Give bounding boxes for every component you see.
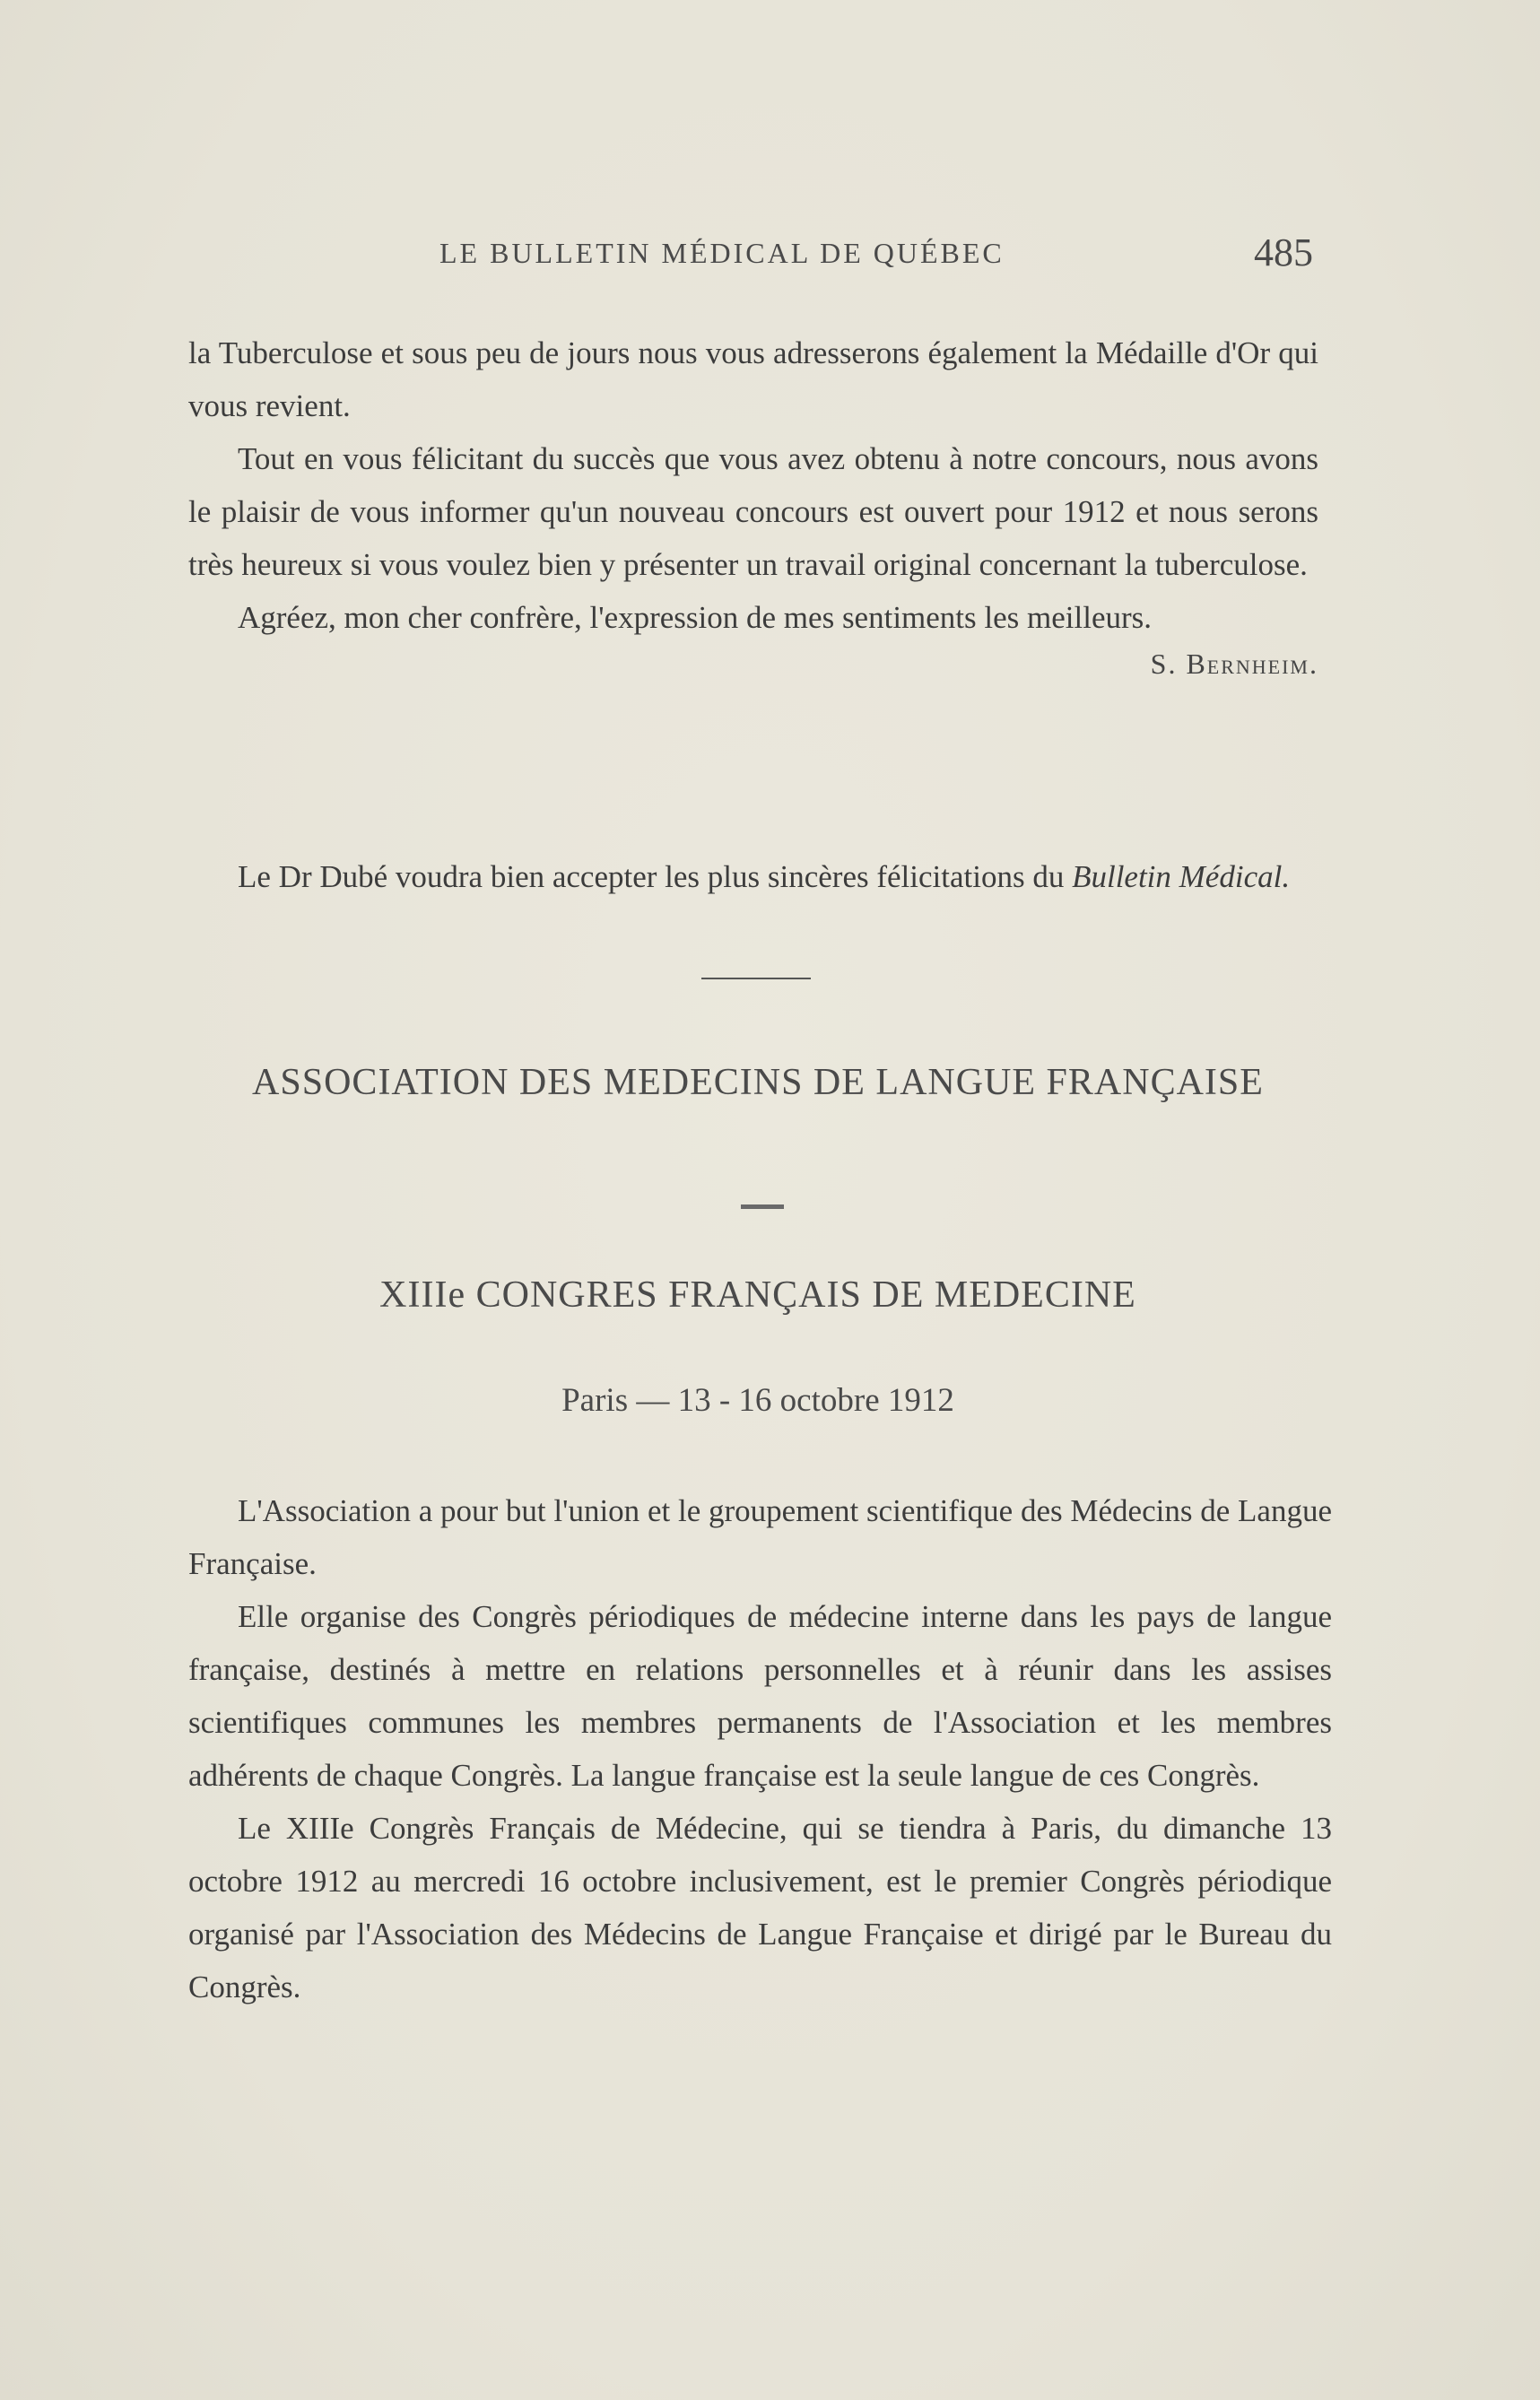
association-paragraph-1: L'Association a pour but l'union et le groupement scientifique des Médecins de Langue Française. [188, 1493, 1332, 1581]
small-rule [741, 1204, 784, 1209]
running-header [188, 230, 1318, 283]
association-body [188, 1484, 1332, 2013]
letter-body [188, 326, 1318, 700]
editorial-note [188, 850, 1318, 903]
section-divider [701, 978, 811, 979]
note-italic: Bulletin Médical. [1072, 859, 1291, 894]
letter-paragraph-3: Agréez, mon cher confrère, l'expression de mes sentiments les meilleurs. [238, 600, 1153, 635]
association-paragraph-2: Elle organise des Congrès périodiques de médecine interne dans les pays de langue française, destinés à mettre en relations personnelles et à réunir dans les assises scientifiques communes les membres permanents de l'Association et les membres adhérents de chaque Congrès. La langue française est la seule langue de ces Congrès. [188, 1599, 1332, 1793]
association-heading: ASSOCIATION DES MEDECINS DE LANGUE FRANÇAISE [252, 1062, 1264, 1103]
letter-paragraph-2: Tout en vous félicitant du succès que vous avez obtenu à notre concours, nous avons le plaisir de vous informer qu'un nouveau concours est ouvert pour 1912 et nous serons très heureux si vous voulez bien y présenter un travail original concernant la tuberculose. [188, 441, 1318, 582]
dateline: Paris — 13 - 16 octobre 1912 [561, 1382, 954, 1419]
note-paragraph [188, 850, 1318, 903]
note-text: Le Dr Dubé voudra bien accepter les plus sincères félicitations du [238, 859, 1065, 894]
letter-paragraph-1: la Tuberculose et sous peu de jours nous vous adresserons également la Médaille d'Or qui vous revient. [188, 335, 1318, 423]
page-number: 485 [1254, 230, 1313, 274]
congres-heading: XIIIe CONGRES FRANÇAIS DE MEDECINE [379, 1274, 1136, 1316]
journal-title: LE BULLETIN MÉDICAL DE QUÉBEC [439, 237, 1005, 269]
association-paragraph-3: Le XIIIe Congrès Français de Médecine, qui se tiendra à Paris, du dimanche 13 octobre 1912 au mercredi 16 octobre inclusivement, est le premier Congrès périodique organisé par l'Association des Médecins de Langue Française et dirigé par le Bureau du Congrès. [188, 1811, 1332, 2004]
signature: S. Bernheim. [1150, 648, 1318, 680]
